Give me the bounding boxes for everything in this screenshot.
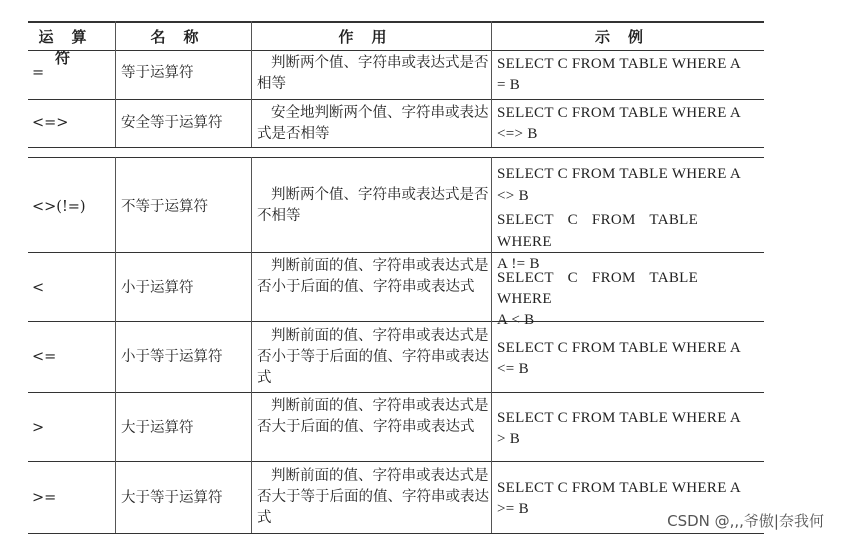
row-divider <box>28 157 764 158</box>
table-top-rule <box>28 21 764 23</box>
example-line: SELECT C FROM TABLE WHERE A <box>497 56 742 72</box>
table-row-operator: < <box>32 280 45 296</box>
example-line: = B <box>497 77 521 93</box>
table-row-example <box>494 338 764 380</box>
header-effect: 作用 <box>338 28 405 46</box>
example-line: > B <box>497 431 521 447</box>
header-operator: 运算符 <box>38 28 105 67</box>
example-line: A < B <box>497 312 535 328</box>
table-row-effect: 判断两个值、字符串或表达式是否不相等 <box>257 187 489 224</box>
table-row-effect: 判断前面的值、字符串或表达式是否小于等于后面的值、字符串或表达式 <box>257 328 489 386</box>
table-row-effect: 判断前面的值、字符串或表达式是否大于后面的值、字符串或表达式 <box>257 398 489 435</box>
table-row-operator: <=> <box>32 115 69 131</box>
row-divider <box>28 99 764 100</box>
column-divider <box>251 157 252 533</box>
table-row-operator: >= <box>32 490 57 506</box>
row-divider <box>28 461 764 462</box>
table-row-name: 大于运算符 <box>121 420 194 436</box>
header-bottom-rule <box>28 50 764 51</box>
example-line: SELECT C FROM TABLE WHERE <box>497 270 699 307</box>
table-row-effect: 判断两个值、字符串或表达式是否相等 <box>257 55 489 92</box>
example-line: SELECT C FROM TABLE WHERE A <box>497 410 742 426</box>
column-divider <box>491 157 492 533</box>
table-row-name: 小于运算符 <box>121 280 194 296</box>
table-row-operator: <= <box>32 349 57 365</box>
example-line: SELECT C FROM TABLE WHERE A <box>497 105 742 121</box>
header-example: 示例 <box>594 28 661 46</box>
row-divider <box>28 147 764 148</box>
example-line: SELECT C FROM TABLE WHERE A <box>497 166 742 182</box>
row-divider <box>28 392 764 393</box>
table-bottom-rule <box>28 533 764 534</box>
column-divider <box>115 157 116 533</box>
table-row-example <box>494 163 764 275</box>
example-line: SELECT C FROM TABLE WHERE A <box>497 480 742 496</box>
table-row-example <box>494 408 764 450</box>
example-line: <= B <box>497 361 529 377</box>
header-name: 名称 <box>150 28 217 46</box>
example-line: SELECT C FROM TABLE WHERE <box>497 212 699 250</box>
table-row-effect: 安全地判断两个值、字符串或表达式是否相等 <box>257 105 489 142</box>
table-row-effect: 判断前面的值、字符串或表达式是否大于等于后面的值、字符串或表达式 <box>257 468 489 526</box>
table-row-name: 小于等于运算符 <box>121 349 223 365</box>
table-row-example <box>494 268 764 331</box>
csdn-watermark: CSDN @,,,爷傲|奈我何 <box>667 512 824 530</box>
table-row-operator: = <box>32 65 45 81</box>
table-row-operator: <>(!=) <box>32 199 86 215</box>
example-line: <=> B <box>497 126 538 142</box>
table-row-name: 不等于运算符 <box>121 199 208 215</box>
example-line: <> B <box>497 188 529 204</box>
table-row-example <box>494 103 764 145</box>
table-row-name: 安全等于运算符 <box>121 115 223 131</box>
table-row-example <box>494 54 764 96</box>
example-line: SELECT C FROM TABLE WHERE A <box>497 340 742 356</box>
table-row-effect: 判断前面的值、字符串或表达式是否小于后面的值、字符串或表达式 <box>257 258 489 295</box>
table-row-name: 等于运算符 <box>121 65 194 81</box>
example-line: A != B <box>497 256 540 272</box>
table-row-name: 大于等于运算符 <box>121 490 223 506</box>
example-line: >= B <box>497 501 529 517</box>
table-row-operator: > <box>32 420 45 436</box>
